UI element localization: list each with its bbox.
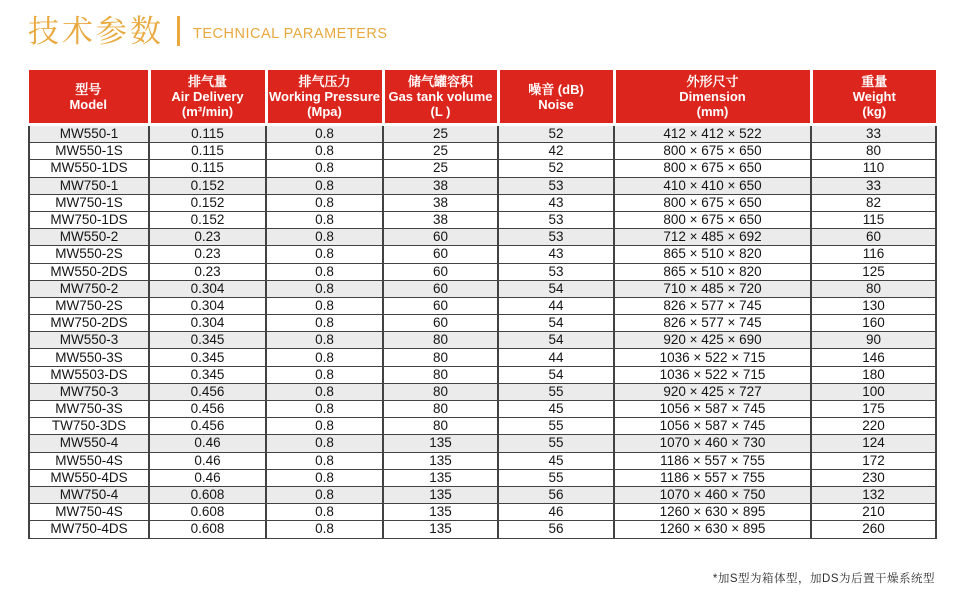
cell-weight: 80 <box>811 280 936 297</box>
cell-noise: 52 <box>498 160 614 177</box>
cell-noise: 45 <box>498 452 614 469</box>
cell-air-delivery: 0.46 <box>149 452 266 469</box>
cell-gas-tank-volume: 80 <box>383 418 498 435</box>
cell-noise: 55 <box>498 418 614 435</box>
cell-noise: 55 <box>498 435 614 452</box>
cell-weight: 130 <box>811 297 936 314</box>
cell-noise: 43 <box>498 194 614 211</box>
cell-dimension: 1260 × 630 × 895 <box>614 504 811 521</box>
column-header-working-pressure: 排气压力 Working Pressure (Mpa) <box>266 70 383 125</box>
cell-working-pressure: 0.8 <box>266 246 383 263</box>
cell-model: MW550-3S <box>29 349 149 366</box>
cell-dimension: 712 × 485 × 692 <box>614 229 811 246</box>
cell-working-pressure: 0.8 <box>266 143 383 160</box>
cell-gas-tank-volume: 135 <box>383 452 498 469</box>
cell-dimension: 1260 × 630 × 895 <box>614 521 811 538</box>
cell-dimension: 1036 × 522 × 715 <box>614 366 811 383</box>
title-divider <box>177 16 180 46</box>
cell-gas-tank-volume: 80 <box>383 349 498 366</box>
table-row <box>29 521 936 538</box>
table-row <box>29 125 936 143</box>
cell-working-pressure: 0.8 <box>266 160 383 177</box>
cell-model: MW750-4 <box>29 486 149 503</box>
cell-dimension: 826 × 577 × 745 <box>614 297 811 314</box>
cell-gas-tank-volume: 135 <box>383 486 498 503</box>
cell-gas-tank-volume: 135 <box>383 521 498 538</box>
cell-weight: 132 <box>811 486 936 503</box>
cell-noise: 54 <box>498 315 614 332</box>
cell-weight: 260 <box>811 521 936 538</box>
cell-dimension: 826 × 577 × 745 <box>614 315 811 332</box>
cell-working-pressure: 0.8 <box>266 315 383 332</box>
cell-model: TW750-3DS <box>29 418 149 435</box>
cell-weight: 80 <box>811 143 936 160</box>
cell-working-pressure: 0.8 <box>266 366 383 383</box>
cell-gas-tank-volume: 135 <box>383 435 498 452</box>
cell-noise: 53 <box>498 263 614 280</box>
cell-weight: 33 <box>811 125 936 143</box>
cell-dimension: 920 × 425 × 690 <box>614 332 811 349</box>
cell-noise: 53 <box>498 211 614 228</box>
table-row <box>29 349 936 366</box>
cell-dimension: 710 × 485 × 720 <box>614 280 811 297</box>
cell-noise: 55 <box>498 383 614 400</box>
page-title <box>28 10 388 52</box>
cell-dimension: 1036 × 522 × 715 <box>614 349 811 366</box>
cell-gas-tank-volume: 38 <box>383 194 498 211</box>
cell-air-delivery: 0.456 <box>149 383 266 400</box>
cell-dimension: 800 × 675 × 650 <box>614 143 811 160</box>
cell-gas-tank-volume: 25 <box>383 125 498 143</box>
cell-gas-tank-volume: 38 <box>383 177 498 194</box>
cell-working-pressure: 0.8 <box>266 297 383 314</box>
cell-noise: 44 <box>498 297 614 314</box>
cell-working-pressure: 0.8 <box>266 349 383 366</box>
cell-working-pressure: 0.8 <box>266 332 383 349</box>
cell-weight: 60 <box>811 229 936 246</box>
cell-working-pressure: 0.8 <box>266 194 383 211</box>
cell-air-delivery: 0.23 <box>149 263 266 280</box>
cell-model: MW750-2 <box>29 280 149 297</box>
cell-dimension: 800 × 675 × 650 <box>614 211 811 228</box>
cell-air-delivery: 0.608 <box>149 521 266 538</box>
cell-working-pressure: 0.8 <box>266 418 383 435</box>
cell-noise: 44 <box>498 349 614 366</box>
cell-model: MW750-4S <box>29 504 149 521</box>
cell-gas-tank-volume: 135 <box>383 504 498 521</box>
cell-weight: 115 <box>811 211 936 228</box>
table-row <box>29 383 936 400</box>
cell-weight: 90 <box>811 332 936 349</box>
cell-air-delivery: 0.46 <box>149 435 266 452</box>
cell-noise: 54 <box>498 280 614 297</box>
cell-model: MW750-2DS <box>29 315 149 332</box>
cell-air-delivery: 0.456 <box>149 401 266 418</box>
table-row <box>29 143 936 160</box>
cell-dimension: 1070 × 460 × 750 <box>614 486 811 503</box>
footnote: *加S型为箱体型，加DS为后置干燥系统型 <box>712 573 935 585</box>
cell-weight: 230 <box>811 469 936 486</box>
cell-model: MW750-2S <box>29 297 149 314</box>
cell-dimension: 1056 × 587 × 745 <box>614 401 811 418</box>
cell-weight: 210 <box>811 504 936 521</box>
cell-air-delivery: 0.304 <box>149 280 266 297</box>
cell-dimension: 1186 × 557 × 755 <box>614 469 811 486</box>
cell-dimension: 410 × 410 × 650 <box>614 177 811 194</box>
cell-working-pressure: 0.8 <box>266 401 383 418</box>
cell-working-pressure: 0.8 <box>266 211 383 228</box>
cell-dimension: 800 × 675 × 650 <box>614 194 811 211</box>
table-row <box>29 469 936 486</box>
cell-air-delivery: 0.23 <box>149 246 266 263</box>
cell-dimension: 1186 × 557 × 755 <box>614 452 811 469</box>
cell-working-pressure: 0.8 <box>266 504 383 521</box>
column-header-weight: 重量 Weight (kg) <box>811 70 936 125</box>
cell-weight: 175 <box>811 401 936 418</box>
cell-model: MW550-1 <box>29 125 149 143</box>
cell-weight: 220 <box>811 418 936 435</box>
title-chinese: 技术参数 <box>28 13 164 49</box>
table-row <box>29 160 936 177</box>
column-header-model: 型号 Model <box>29 70 149 125</box>
cell-weight: 160 <box>811 315 936 332</box>
cell-working-pressure: 0.8 <box>266 383 383 400</box>
table-header <box>29 70 936 125</box>
cell-noise: 56 <box>498 486 614 503</box>
cell-gas-tank-volume: 60 <box>383 246 498 263</box>
cell-model: MW750-1DS <box>29 211 149 228</box>
cell-noise: 42 <box>498 143 614 160</box>
cell-model: MW750-1 <box>29 177 149 194</box>
cell-air-delivery: 0.152 <box>149 194 266 211</box>
cell-air-delivery: 0.115 <box>149 143 266 160</box>
cell-working-pressure: 0.8 <box>266 435 383 452</box>
table-row <box>29 486 936 503</box>
cell-dimension: 800 × 675 × 650 <box>614 160 811 177</box>
cell-gas-tank-volume: 80 <box>383 332 498 349</box>
table-body <box>29 125 936 539</box>
table-row <box>29 297 936 314</box>
technical-parameters-table <box>28 70 937 539</box>
cell-air-delivery: 0.23 <box>149 229 266 246</box>
cell-noise: 55 <box>498 469 614 486</box>
cell-gas-tank-volume: 60 <box>383 297 498 314</box>
cell-dimension: 920 × 425 × 727 <box>614 383 811 400</box>
cell-dimension: 1056 × 587 × 745 <box>614 418 811 435</box>
table-row <box>29 246 936 263</box>
cell-weight: 180 <box>811 366 936 383</box>
cell-air-delivery: 0.152 <box>149 211 266 228</box>
cell-weight: 146 <box>811 349 936 366</box>
cell-noise: 46 <box>498 504 614 521</box>
cell-working-pressure: 0.8 <box>266 469 383 486</box>
cell-noise: 53 <box>498 229 614 246</box>
cell-working-pressure: 0.8 <box>266 280 383 297</box>
cell-gas-tank-volume: 80 <box>383 383 498 400</box>
cell-gas-tank-volume: 60 <box>383 229 498 246</box>
cell-gas-tank-volume: 25 <box>383 160 498 177</box>
cell-working-pressure: 0.8 <box>266 229 383 246</box>
cell-model: MW750-3S <box>29 401 149 418</box>
cell-gas-tank-volume: 80 <box>383 366 498 383</box>
cell-air-delivery: 0.115 <box>149 125 266 143</box>
title-english: TECHNICAL PARAMETERS <box>193 26 388 42</box>
cell-weight: 172 <box>811 452 936 469</box>
cell-gas-tank-volume: 60 <box>383 280 498 297</box>
cell-weight: 124 <box>811 435 936 452</box>
table-row <box>29 229 936 246</box>
cell-weight: 110 <box>811 160 936 177</box>
cell-dimension: 1070 × 460 × 730 <box>614 435 811 452</box>
cell-dimension: 865 × 510 × 820 <box>614 263 811 280</box>
cell-weight: 116 <box>811 246 936 263</box>
cell-air-delivery: 0.46 <box>149 469 266 486</box>
cell-noise: 54 <box>498 366 614 383</box>
cell-air-delivery: 0.608 <box>149 504 266 521</box>
column-header-noise: 噪音 (dB) Noise <box>498 70 614 125</box>
cell-model: MW5503-DS <box>29 366 149 383</box>
table-row <box>29 263 936 280</box>
cell-air-delivery: 0.304 <box>149 315 266 332</box>
cell-model: MW550-2S <box>29 246 149 263</box>
cell-model: MW750-3 <box>29 383 149 400</box>
cell-air-delivery: 0.304 <box>149 297 266 314</box>
cell-air-delivery: 0.456 <box>149 418 266 435</box>
cell-model: MW550-4DS <box>29 469 149 486</box>
cell-gas-tank-volume: 60 <box>383 315 498 332</box>
cell-model: MW550-3 <box>29 332 149 349</box>
table-header-row <box>29 70 936 125</box>
cell-gas-tank-volume: 38 <box>383 211 498 228</box>
cell-noise: 53 <box>498 177 614 194</box>
cell-noise: 54 <box>498 332 614 349</box>
cell-working-pressure: 0.8 <box>266 125 383 143</box>
table-row <box>29 504 936 521</box>
cell-model: MW550-2 <box>29 229 149 246</box>
table-row <box>29 332 936 349</box>
table-row <box>29 401 936 418</box>
cell-working-pressure: 0.8 <box>266 486 383 503</box>
table-row <box>29 435 936 452</box>
cell-noise: 56 <box>498 521 614 538</box>
cell-gas-tank-volume: 60 <box>383 263 498 280</box>
cell-air-delivery: 0.115 <box>149 160 266 177</box>
cell-weight: 100 <box>811 383 936 400</box>
table-row <box>29 211 936 228</box>
cell-model: MW550-1S <box>29 143 149 160</box>
cell-air-delivery: 0.345 <box>149 366 266 383</box>
cell-gas-tank-volume: 80 <box>383 401 498 418</box>
cell-gas-tank-volume: 25 <box>383 143 498 160</box>
column-header-air-delivery: 排气量 Air Delivery (m³/min) <box>149 70 266 125</box>
cell-model: MW750-1S <box>29 194 149 211</box>
table-row <box>29 194 936 211</box>
cell-air-delivery: 0.345 <box>149 349 266 366</box>
table-row <box>29 280 936 297</box>
cell-noise: 43 <box>498 246 614 263</box>
cell-weight: 33 <box>811 177 936 194</box>
table-row <box>29 366 936 383</box>
cell-working-pressure: 0.8 <box>266 263 383 280</box>
cell-model: MW550-4 <box>29 435 149 452</box>
cell-dimension: 865 × 510 × 820 <box>614 246 811 263</box>
cell-weight: 125 <box>811 263 936 280</box>
cell-model: MW550-2DS <box>29 263 149 280</box>
cell-model: MW550-4S <box>29 452 149 469</box>
cell-dimension: 412 × 412 × 522 <box>614 125 811 143</box>
cell-working-pressure: 0.8 <box>266 452 383 469</box>
table-row <box>29 418 936 435</box>
table-row <box>29 315 936 332</box>
cell-air-delivery: 0.608 <box>149 486 266 503</box>
cell-noise: 52 <box>498 125 614 143</box>
cell-weight: 82 <box>811 194 936 211</box>
cell-model: MW750-4DS <box>29 521 149 538</box>
cell-working-pressure: 0.8 <box>266 521 383 538</box>
cell-air-delivery: 0.152 <box>149 177 266 194</box>
table-row <box>29 177 936 194</box>
cell-air-delivery: 0.345 <box>149 332 266 349</box>
column-header-gas-tank-volume: 储气罐容积 Gas tank volume (L ) <box>383 70 498 125</box>
column-header-dimension: 外形尺寸 Dimension (mm) <box>614 70 811 125</box>
cell-working-pressure: 0.8 <box>266 177 383 194</box>
cell-model: MW550-1DS <box>29 160 149 177</box>
table-row <box>29 452 936 469</box>
cell-gas-tank-volume: 135 <box>383 469 498 486</box>
cell-noise: 45 <box>498 401 614 418</box>
